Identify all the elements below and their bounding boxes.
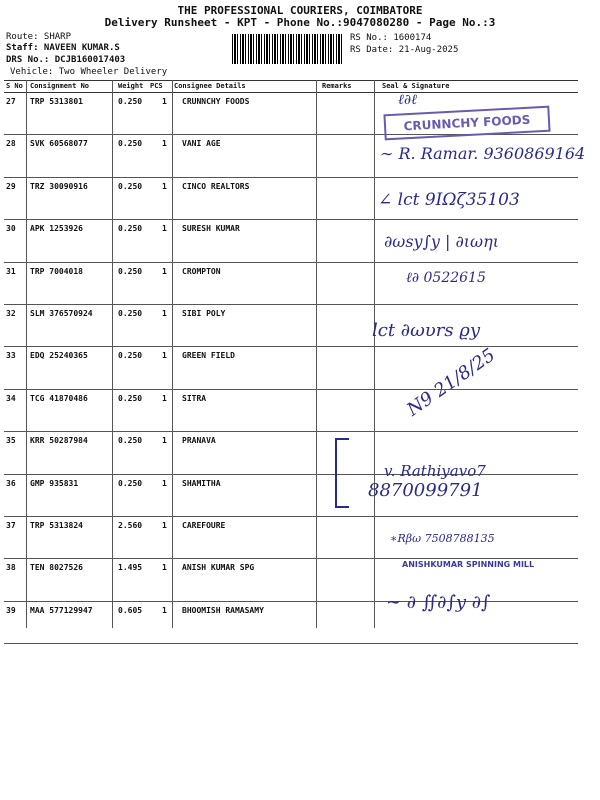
route-label: Route: SHARP	[6, 32, 72, 42]
anishkumar-stamp: ANISHKUMAR SPINNING MILL	[402, 560, 535, 569]
row-pcs: 1	[162, 97, 167, 106]
row-consignee: BHOOMISH RAMASAMY	[182, 605, 264, 615]
row-consignee: GREEN FIELD	[182, 351, 235, 361]
header-pcs: PCS	[150, 82, 163, 90]
row-consignee: SIBI POLY	[182, 308, 226, 318]
row-weight: 0.250	[118, 97, 143, 106]
row-consignment: SVK 60568077	[30, 139, 88, 149]
row-pcs: 1	[162, 266, 167, 276]
row-consignment: TRZ 30090916	[30, 181, 88, 191]
row-sno: 32	[6, 308, 16, 318]
signature-31: ℓ∂ 0522615	[406, 270, 486, 286]
signature-34: Ν9 21/8/25	[403, 344, 500, 421]
row-sno: 38	[6, 563, 16, 573]
signature-36-name: v. Rathiyavo7	[384, 462, 486, 480]
row-weight: 2.560	[118, 520, 143, 530]
row-pcs: 1	[162, 181, 167, 191]
runsheet-subtitle: Delivery Runsheet - KPT - Phone No.:9047080280 - Page No.:3	[104, 16, 496, 29]
row-sno: 36	[6, 478, 16, 488]
row-weight: 0.250	[118, 478, 143, 488]
row-sno: 28	[6, 139, 16, 149]
row-weight: 0.250	[118, 308, 143, 318]
row-consignee: PRANAVA	[182, 436, 216, 446]
row-weight: 0.250	[118, 224, 143, 234]
table-row	[4, 602, 578, 644]
row-weight: 0.250	[118, 181, 143, 191]
row-consignment: KRR 50287984	[30, 436, 88, 446]
header-seal: Seal & Signature	[382, 82, 450, 90]
header-consignee: Consignee Details	[174, 82, 246, 90]
table-row	[4, 263, 578, 305]
row-consignee: CRUNNCHY FOODS	[182, 97, 250, 106]
row-consignment: MAA 577129947	[30, 605, 93, 615]
row-consignment: TRP 5313824	[30, 520, 83, 530]
header-sno: S No	[6, 82, 23, 90]
row-sno: 30	[6, 224, 16, 234]
row-consignee: VANI AGE	[182, 139, 221, 149]
row-consignment: APK 1253926	[30, 224, 83, 234]
signature-27: ℓ∂ℓ	[398, 92, 417, 108]
signature-30: ∂ωsy∫y | ∂ιωηι	[384, 232, 499, 251]
row-consignee: SURESH KUMAR	[182, 224, 240, 234]
table-row	[4, 432, 578, 474]
row-pcs: 1	[162, 605, 167, 615]
barcode-image	[232, 34, 344, 64]
row-consignment: TRP 7004018	[30, 266, 83, 276]
row-sno: 33	[6, 351, 16, 361]
row-pcs: 1	[162, 478, 167, 488]
vehicle-label: Vehicle: Two Wheeler Delivery	[10, 67, 168, 77]
signature-33: lct ∂ωυrs ϱy	[372, 320, 481, 341]
signature-37: ∗Rβω 7508788135	[390, 532, 495, 545]
row-sno: 35	[6, 436, 16, 446]
row-weight: 0.605	[118, 605, 143, 615]
row-consignee: SHAMITHA	[182, 478, 221, 488]
drs-label: DRS No.: DCJB160017403	[6, 55, 126, 65]
row-consignment: EDQ 25240365	[30, 351, 88, 361]
header-weight: Weight	[118, 82, 144, 90]
signature-28: ∼ R. Ramar. 9360869164	[380, 144, 586, 163]
row-consignee: CAREFOURE	[182, 520, 226, 530]
row-weight: 0.250	[118, 436, 143, 446]
row-sno: 39	[6, 605, 16, 615]
signature-39: ∼ ∂ ∬∂∫y ∂∫	[386, 592, 491, 613]
row-weight: 0.250	[118, 139, 143, 149]
row-consignment: SLM 376570924	[30, 308, 93, 318]
row-pcs: 1	[162, 139, 167, 149]
row-sno: 31	[6, 266, 16, 276]
row-consignment: TEN 8027526	[30, 563, 83, 573]
table-header	[4, 80, 578, 93]
row-consignment: TRP 5313801	[30, 97, 83, 106]
header-consignment: Consignment No	[30, 82, 90, 90]
row-consignee: SITRA	[182, 393, 207, 403]
rs-date: RS Date: 21-Aug-2025	[350, 45, 459, 55]
row-consignee: ANISH KUMAR SPG	[182, 563, 255, 573]
crunchy-foods-stamp: CRUNNCHY FOODS	[383, 106, 550, 141]
row-pcs: 1	[162, 520, 167, 530]
signature-bracket	[335, 438, 349, 508]
row-consignment: GMP 935831	[30, 478, 79, 488]
row-pcs: 1	[162, 224, 167, 234]
row-consignment: TCG 41870486	[30, 393, 88, 403]
row-pcs: 1	[162, 563, 167, 573]
row-pcs: 1	[162, 351, 167, 361]
row-weight: 0.250	[118, 351, 143, 361]
row-pcs: 1	[162, 436, 167, 446]
row-sno: 29	[6, 181, 16, 191]
row-pcs: 1	[162, 308, 167, 318]
row-sno: 27	[6, 97, 16, 106]
row-pcs: 1	[162, 393, 167, 403]
header-remarks: Remarks	[322, 82, 352, 90]
table-row	[4, 305, 578, 347]
company-title: THE PROFESSIONAL COURIERS, COIMBATORE	[177, 4, 423, 17]
row-sno: 34	[6, 393, 16, 403]
staff-label: Staff: NAVEEN KUMAR.S	[6, 43, 120, 53]
row-consignee: CROMPTON	[182, 266, 221, 276]
row-consignee: CINCO REALTORS	[182, 181, 250, 191]
row-weight: 1.495	[118, 563, 143, 573]
row-weight: 0.250	[118, 393, 143, 403]
row-weight: 0.250	[118, 266, 143, 276]
row-sno: 37	[6, 520, 16, 530]
signature-29: ∠ lct 9ΙΩζ35103	[378, 190, 520, 210]
signature-36-phone: 8870099791	[368, 480, 483, 501]
table-row	[4, 475, 578, 517]
rs-number: RS No.: 1600174	[350, 33, 432, 43]
table-row	[4, 390, 578, 432]
